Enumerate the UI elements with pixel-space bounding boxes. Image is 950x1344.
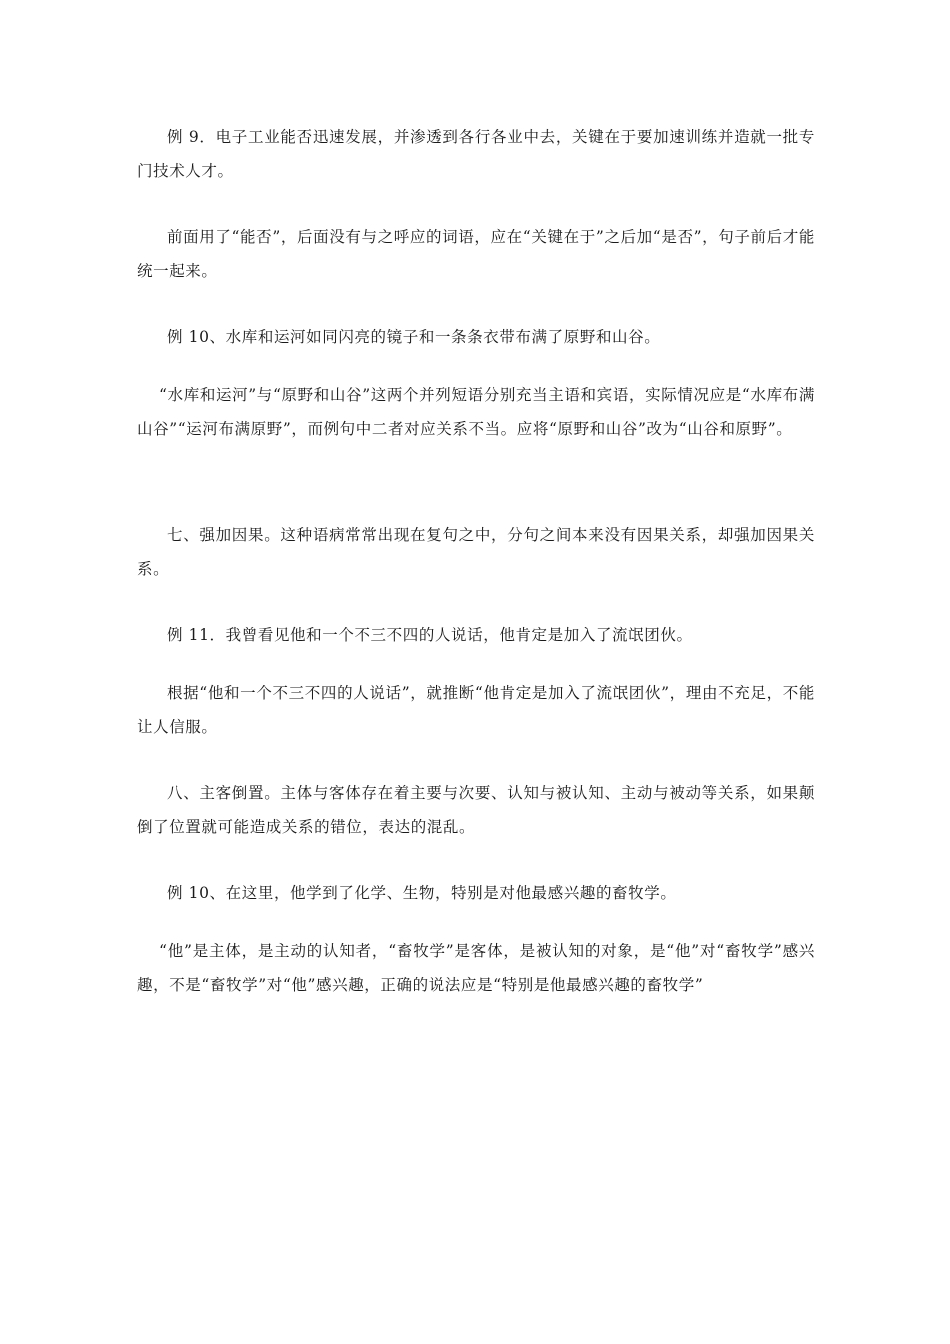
- example-11-sentence: 例 11．我曾看见他和一个不三不四的人说话，他肯定是加入了流氓团伙。: [167, 626, 693, 644]
- example-9-explanation: 前面用了“能否”，后面没有与之呼应的词语，应在“关键在于”之后加“是否”，句子前后才能统一起来。: [137, 228, 815, 280]
- example-10-explanation: “水库和运河”与“原野和山谷”这两个并列短语分别充当主语和宾语，实际情况应是“水库布满山谷”“运河布满原野”，而例句中二者对应关系不当。应将“原野和山谷”改为“山谷和原野”。: [137, 386, 815, 438]
- example-10b-explanation: “他”是主体，是主动的认知者，“畜牧学”是客体，是被认知的对象，是“他”对“畜牧学”感兴趣，不是“畜牧学”对“他”感兴趣，正确的说法应是“特别是他最感兴趣的畜牧学”: [137, 942, 815, 994]
- example-10-sentence: 例 10、水库和运河如同闪亮的镜子和一条条衣带布满了原野和山谷。: [167, 328, 661, 346]
- example-10b-sentence: 例 10、在这里，他学到了化学、生物，特别是对他最感兴趣的畜牧学。: [167, 884, 677, 902]
- example-11-explanation: 根据“他和一个不三不四的人说话”，就推断“他肯定是加入了流氓团伙”，理由不充足，不能让人信服。: [137, 684, 815, 736]
- section-7-heading: 七、强加因果。这种语病常常出现在复句之中，分句之间本来没有因果关系，却强加因果关系。: [137, 526, 815, 578]
- section-8-heading: 八、主客倒置。主体与客体存在着主要与次要、认知与被认知、主动与被动等关系，如果颠倒了位置就可能造成关系的错位，表达的混乱。: [137, 784, 815, 836]
- example-9-sentence: 例 9．电子工业能否迅速发展，并渗透到各行各业中去，关键在于要加速训练并造就一批专门技术人才。: [137, 128, 815, 180]
